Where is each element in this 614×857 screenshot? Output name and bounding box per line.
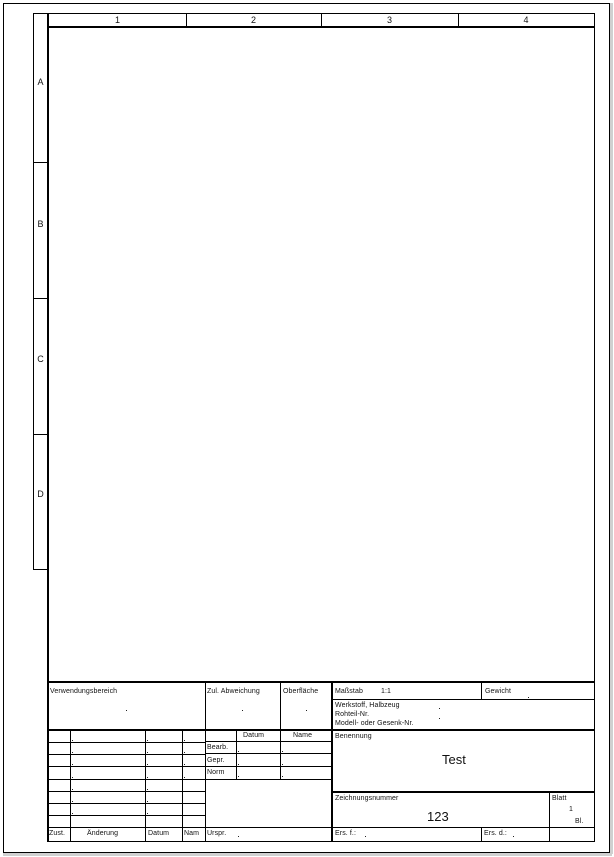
frame-bottom (47, 841, 595, 842)
tb-horizontal (205, 779, 332, 780)
field-dot (238, 776, 239, 777)
field-dot (72, 764, 73, 765)
field-dot (282, 764, 283, 765)
field-dot (72, 801, 73, 802)
rev-state-label: Zust. (49, 830, 66, 837)
name-header: Name (293, 732, 313, 739)
role-norm: Norm (207, 769, 225, 776)
page-border-bottom (3, 852, 610, 853)
field-dot (184, 740, 185, 741)
tb-vertical (236, 730, 237, 779)
row-zone-bottom (33, 569, 47, 570)
rev-name-label: Nam (184, 830, 200, 837)
field-dot (439, 718, 440, 719)
rev-date-label: Datum (148, 830, 170, 837)
tb-horizontal (205, 753, 332, 754)
tb-horizontal (205, 766, 332, 767)
origin-label: Urspr. (207, 830, 227, 837)
page-border-top (3, 3, 610, 4)
material-label: Werkstoff, Halbzeug (335, 702, 400, 709)
rev-change-label: Änderung (87, 830, 119, 837)
field-dot (147, 813, 148, 814)
column-label-1: 1 (114, 15, 120, 25)
rev-row (47, 754, 205, 755)
drawing-number-value: 123 (427, 809, 449, 824)
field-dot (184, 764, 185, 765)
field-dot (238, 764, 239, 765)
field-dot (184, 752, 185, 753)
tb-horizontal (47, 729, 595, 731)
tb-horizontal (47, 827, 595, 828)
field-dot (147, 764, 148, 765)
tb-vertical (549, 792, 550, 841)
tolerance-label: Zul. Abweichung (207, 688, 260, 695)
row-label-D: D (37, 489, 44, 499)
row-divider (33, 162, 47, 163)
sheet-value: 1 (569, 806, 573, 813)
rev-row (47, 791, 205, 792)
field-dot (72, 752, 73, 753)
field-dot (513, 836, 514, 837)
field-dot (72, 777, 73, 778)
row-zone-left (33, 13, 34, 570)
page-shadow-bottom (3, 853, 612, 856)
rev-row (47, 815, 205, 816)
tb-vertical (481, 682, 482, 699)
page-border-left (3, 3, 4, 853)
field-dot (72, 813, 73, 814)
field-dot (306, 710, 307, 711)
tb-vertical (280, 682, 281, 730)
field-dot (126, 710, 127, 711)
rev-row (47, 803, 205, 804)
tb-horizontal (333, 791, 595, 793)
column-label-3: 3 (386, 15, 392, 25)
row-divider (33, 298, 47, 299)
field-dot (238, 751, 239, 752)
tb-vertical (205, 682, 206, 841)
field-dot (147, 789, 148, 790)
blank-no-label: Rohteil-Nr. (335, 711, 370, 718)
field-dot (282, 751, 283, 752)
row-zone-top (33, 13, 47, 14)
frame-left (47, 13, 49, 842)
column-label-4: 4 (523, 15, 529, 25)
title-block-top (47, 681, 595, 683)
sheet-label: Blatt (552, 795, 567, 802)
usage-area-label: Verwendungsbereich (50, 688, 118, 695)
row-label-A: A (37, 77, 44, 87)
row-label-C: C (37, 354, 44, 364)
sheets-suffix: Bl. (575, 818, 584, 825)
page-shadow-right (610, 3, 613, 854)
field-dot (282, 776, 283, 777)
role-edited: Bearb. (207, 744, 229, 751)
field-dot (439, 708, 440, 709)
scale-label: Maßstab (335, 688, 363, 695)
row-divider (33, 434, 47, 435)
tb-horizontal (205, 741, 332, 742)
field-dot (147, 777, 148, 778)
field-dot (365, 836, 366, 837)
rev-col (182, 730, 183, 841)
designation-label: Benennung (335, 733, 372, 740)
field-dot (238, 836, 239, 837)
tb-vertical (481, 827, 482, 841)
field-dot (147, 801, 148, 802)
replaced-by-label: Ers. d.: (484, 830, 507, 837)
tb-vertical (280, 730, 281, 779)
tb-horizontal (333, 699, 595, 700)
row-label-B: B (37, 219, 44, 229)
field-dot (72, 740, 73, 741)
replacement-for-label: Ers. f.: (335, 830, 357, 837)
field-dot (528, 697, 529, 698)
scale-value: 1:1 (381, 688, 392, 695)
frame-right (594, 13, 595, 842)
rev-row (47, 766, 205, 767)
field-dot (184, 777, 185, 778)
designation-value: Test (442, 752, 466, 767)
weight-label: Gewicht (485, 688, 511, 695)
date-header: Datum (243, 732, 265, 739)
field-dot (72, 789, 73, 790)
field-dot (147, 740, 148, 741)
tb-vertical (331, 682, 333, 841)
page-border-right (609, 3, 610, 853)
rev-row (47, 742, 205, 743)
field-dot (147, 752, 148, 753)
column-label-2: 2 (250, 15, 256, 25)
rev-col (70, 730, 71, 841)
model-no-label: Modell- oder Gesenk-Nr. (335, 720, 414, 727)
field-dot (242, 710, 243, 711)
surface-label: Oberfläche (283, 688, 319, 695)
drawing-number-label: Zeichnungsnummer (335, 795, 399, 802)
rev-col (145, 730, 146, 841)
role-checked: Gepr. (207, 757, 225, 764)
rev-row (47, 779, 205, 780)
